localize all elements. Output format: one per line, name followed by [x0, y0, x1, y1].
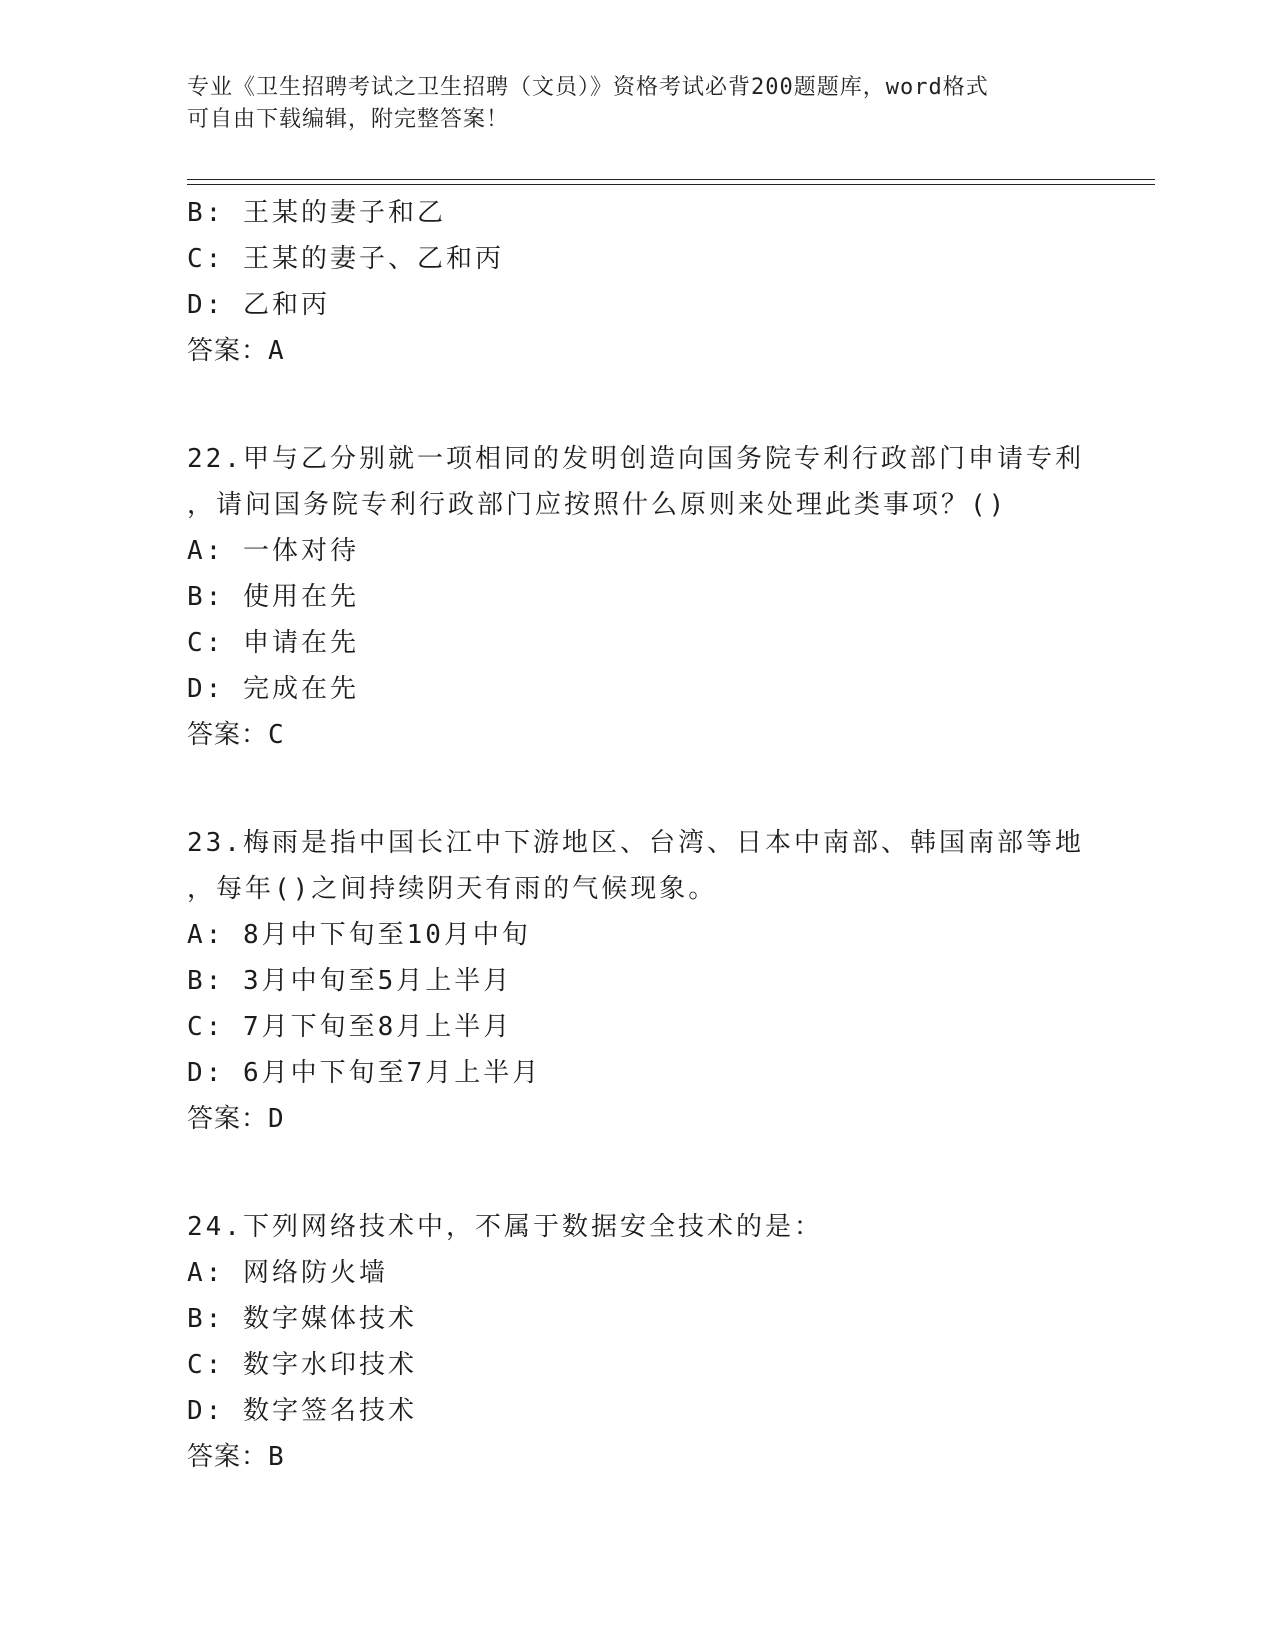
question-text: ，请问国务院专利行政部门应按照什么原则来处理此类事项？() [187, 490, 1008, 520]
option-a: A: 网络防火墙 [187, 1258, 388, 1288]
question-block [187, 190, 1087, 374]
option-b: B: 使用在先 [187, 582, 359, 612]
option-d: D: 乙和丙 [187, 290, 330, 320]
option-c: C: 王某的妻子、乙和丙 [187, 244, 504, 274]
answer: 答案：D [187, 1104, 285, 1134]
option-d: D: 6月中下旬至7月上半月 [187, 1058, 542, 1088]
question-block [187, 820, 1087, 1142]
option-d: D: 完成在先 [187, 674, 359, 704]
question-block [187, 1204, 1087, 1480]
answer: 答案：A [187, 336, 285, 366]
question-block [187, 436, 1087, 758]
option-b: B: 数字媒体技术 [187, 1304, 417, 1334]
option-b: B: 3月中旬至5月上半月 [187, 966, 513, 996]
question-list [187, 190, 1087, 1480]
answer: 答案：B [187, 1442, 285, 1472]
option-c: C: 7月下旬至8月上半月 [187, 1012, 513, 1042]
question-text: 23.梅雨是指中国长江中下游地区、台湾、日本中南部、韩国南部等地 [187, 828, 1084, 858]
question-text: ，每年()之间持续阴天有雨的气候现象。 [187, 874, 718, 904]
option-c: C: 申请在先 [187, 628, 359, 658]
question-text: 24.下列网络技术中，不属于数据安全技术的是： [187, 1212, 823, 1242]
option-d: D: 数字签名技术 [187, 1396, 417, 1426]
option-a: A: 8月中下旬至10月中旬 [187, 920, 531, 950]
header-line-1: 专业《卫生招聘考试之卫生招聘（文员）》资格考试必背200题题库，word格式 [187, 75, 989, 100]
header-divider-top [187, 179, 1155, 180]
option-a: A: 一体对待 [187, 536, 359, 566]
option-b: B: 王某的妻子和乙 [187, 198, 446, 228]
question-text: 22.甲与乙分别就一项相同的发明创造向国务院专利行政部门申请专利 [187, 444, 1084, 474]
header-line-2: 可自由下载编辑，附完整答案！ [187, 107, 510, 132]
header-divider-bottom [187, 184, 1155, 185]
option-c: C: 数字水印技术 [187, 1350, 417, 1380]
answer: 答案：C [187, 720, 285, 750]
document-header [187, 72, 1087, 136]
